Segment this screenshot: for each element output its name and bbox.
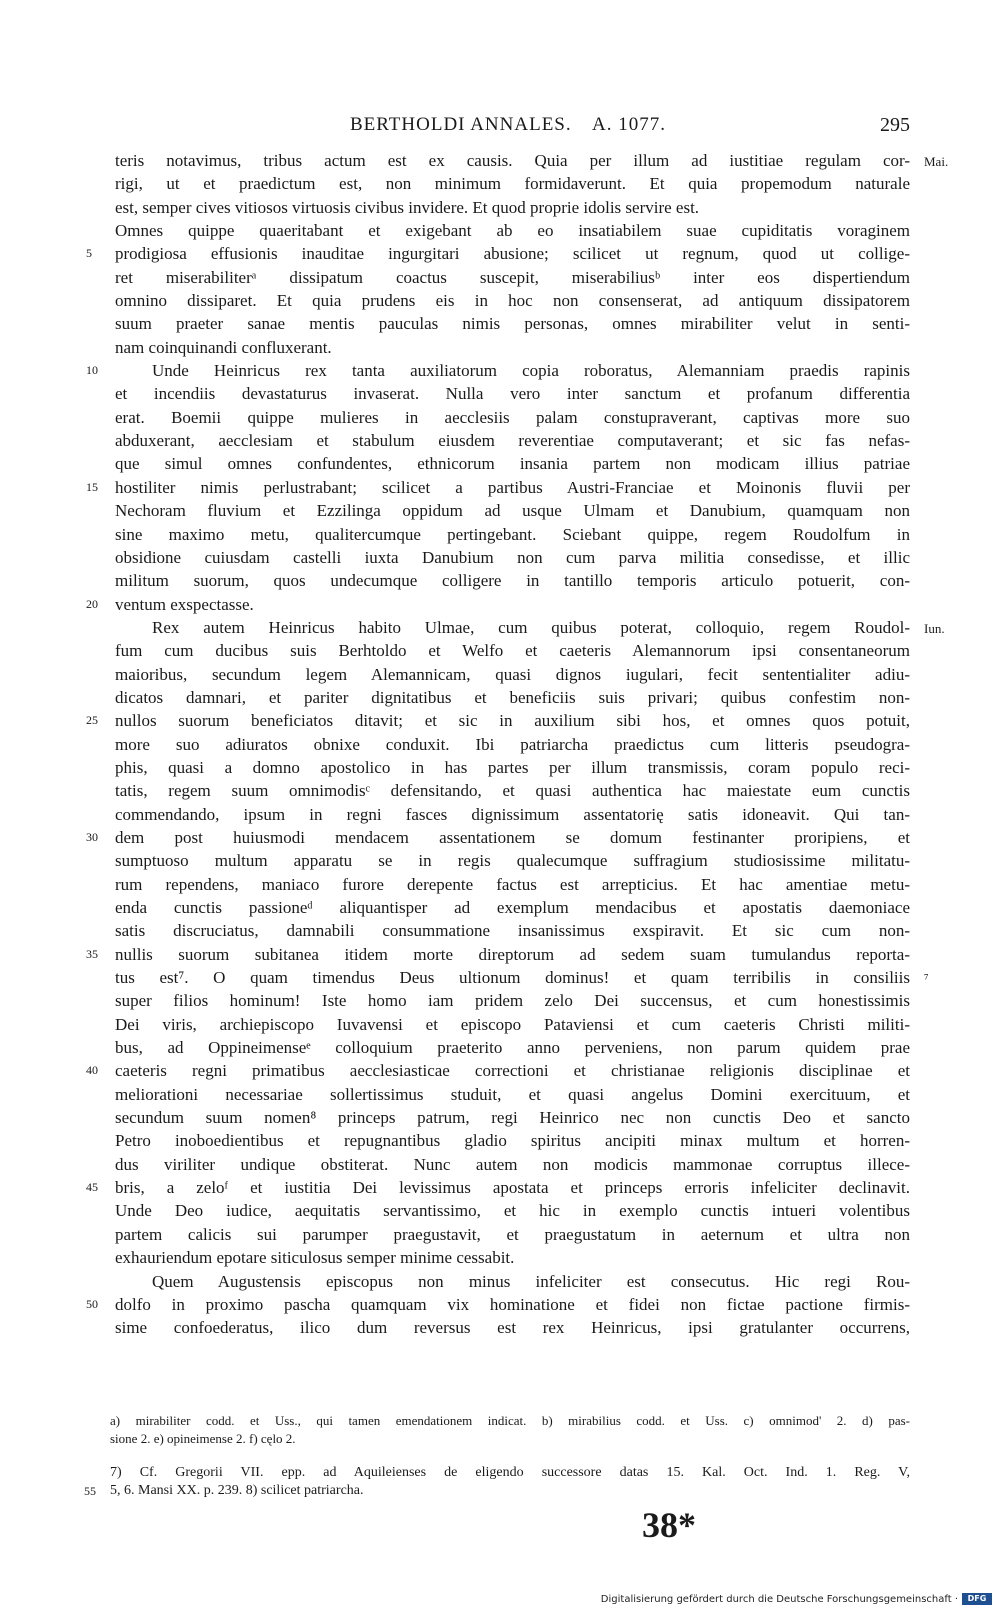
line-text: teris notavimus, tribus actum est ex causis. Quia per illum ad iustitiae regulam cor- — [115, 151, 910, 170]
text-line — [0, 734, 1000, 757]
text-line — [0, 173, 1000, 196]
text-line — [0, 1154, 1000, 1177]
text-line — [0, 967, 1000, 990]
text-line — [0, 594, 1000, 617]
line-text: et incendiis devastaturus invaserat. Nulla vero inter sanctum et profanum differentia — [115, 384, 910, 404]
line-number: 25 — [86, 713, 98, 728]
line-text: caeteris regni primatibus aecclesiasticae correctioni et christianae religionis disciplinae et — [115, 1061, 910, 1081]
margin-note: ⁷ — [924, 971, 929, 987]
critical-apparatus — [110, 1412, 910, 1448]
line-number: 45 — [86, 1180, 98, 1195]
text-line — [0, 500, 1000, 523]
line-text: omnino dissiparet. Et quia prudens eis in hoc non consenserat, ad antiquum dissipatorem — [115, 291, 910, 311]
text-line — [0, 220, 1000, 243]
line-text: bus, ad Oppineimenseᵉ colloquium praeterito anno perveniens, non parum quidem prae — [115, 1038, 910, 1058]
line-text: bris, a zeloᶠ et iustitia Dei levissimus apostata et princeps erroris infeliciter declinavit. — [115, 1178, 910, 1198]
line-text: que simul omnes confundentes, ethnicorum insania partem non modicam illius patriae — [115, 454, 910, 474]
line-text: Quem Augustensis episcopus non minus infeliciter est consecutus. Hic regi Rou- — [152, 1271, 910, 1291]
main-text — [0, 150, 1000, 1341]
text-line — [0, 197, 1000, 220]
footnote-line — [110, 1430, 910, 1448]
line-text: Unde Heinricus rex tanta auxiliatorum copia roboratus, Alemanniam praedis rapinis — [152, 361, 910, 381]
running-title: BERTHOLDI ANNALES. — [350, 114, 572, 135]
line-text: hostiliter nimis perlustrabant; scilicet a partibus Austri-Franciae et Moinonis fluvii per — [115, 477, 910, 497]
line-number: 20 — [86, 596, 98, 611]
margin-note: Mai. — [924, 154, 949, 169]
text-line — [0, 1130, 1000, 1153]
line-text: tatis, regem suum omnimodisᶜ defensitando, et quasi authentica hac maiestate eum cunctis — [115, 781, 910, 801]
text-line — [0, 804, 1000, 827]
footnote-line — [110, 1412, 910, 1430]
line-text: obsidione cuiusdam castelli iuxta Danubium non cum parva militia consedisse, et illic — [115, 547, 910, 567]
text-line — [0, 897, 1000, 920]
text-line — [0, 617, 1000, 640]
text-line — [0, 524, 1000, 547]
text-line — [0, 360, 1000, 383]
line-text: satis discruciatus, damnabili consummatione insanissimus exspiravit. Et sic cum non- — [115, 921, 910, 941]
line-text: Petro inoboedientibus et repugnantibus gladio spiritus ancipiti minax multum et horren- — [115, 1131, 910, 1151]
line-text: maioribus, secundum legem Alemannicam, quasi dignos iugulari, fecit sententialiter adiu- — [115, 664, 910, 684]
text-line — [0, 1317, 1000, 1340]
text-line — [0, 827, 1000, 850]
text-line — [0, 1084, 1000, 1107]
text-line — [0, 313, 1000, 336]
text-line — [0, 1107, 1000, 1130]
line-number: 30 — [86, 829, 98, 844]
text-line — [0, 150, 1000, 173]
line-text: suum praeter sanae mentis pauculas nimis personas, omnes mirabiliter velut in senti- — [115, 314, 910, 334]
line-text: Omnes quippe quaeritabant et exigebant ab eo insatiabilem suae cupiditatis voraginem — [115, 221, 910, 241]
line-text: sumptuoso multum apparatu se in regis qualecumque suffragium studiosissime militatu- — [115, 851, 910, 871]
text-line — [0, 1294, 1000, 1317]
text-line — [0, 1200, 1000, 1223]
line-text: more suo adiuratos obnixe conduxit. Ibi patriarcha praedictus cum litteris pseudogra- — [115, 734, 910, 754]
line-text: rum rependens, maniaco furore derepente factus est arrepticius. Et hac amentiae metu- — [115, 874, 910, 894]
footnote-text: 7) Cf. Gregorii VII. epp. ad Aquileienses de eligendo successore datas 15. Kal. Oct. Ind. 1. Reg. V, — [110, 1465, 910, 1480]
text-line — [0, 687, 1000, 710]
text-line — [0, 453, 1000, 476]
text-line — [0, 337, 1000, 360]
margin-note: Iun. — [924, 620, 945, 636]
line-text: sine maximo metu, qualitercumque pertingebant. Sciebant quippe, regem Roudolfum in — [115, 524, 910, 544]
line-text: tus est⁷. O quam timendus Deus ultionum dominus! et quam terribilis in consiliis — [115, 968, 910, 988]
text-line — [0, 1247, 1000, 1270]
line-text: phis, quasi a domno apostolico in has partes per illum transmissis, coram populo reci- — [115, 757, 910, 777]
line-text: enda cunctis passioneᵈ aliquantisper ad exemplum mendacibus et apostatis daemoniace — [115, 898, 910, 917]
text-line — [0, 990, 1000, 1013]
line-text: sime confoederatus, ilico dum reversus est rex Heinricus, ipsi gratulanter occurrens, — [115, 1318, 910, 1338]
text-line — [0, 1177, 1000, 1200]
line-text: dolfo in proximo pascha quamquam vix hominatione et fidei non fictae pactione firmis- — [115, 1294, 910, 1314]
line-number: 35 — [86, 946, 98, 961]
text-line — [0, 243, 1000, 266]
line-text: exhauriendum epotare siticulosus semper minime cessabit. — [115, 1248, 515, 1268]
line-text: dicatos damnari, et pariter dignitatibus et beneficiis suis privari; quibus confestim non- — [115, 687, 910, 707]
line-text: Rex autem Heinricus habito Ulmae, cum quibus poterat, colloquio, regem Roudol- — [152, 617, 910, 637]
line-number: 50 — [86, 1296, 98, 1311]
text-line — [0, 944, 1000, 967]
text-line — [0, 710, 1000, 733]
text-line — [0, 1271, 1000, 1294]
line-text: partem calicis sui parumper praegustavit, et praegustatum in aeternum et ultra non — [115, 1224, 910, 1244]
line-text: erat. Boemii quippe mulieres in aecclesiis palam constupraverant, captivas more suo — [115, 407, 910, 427]
digitization-note: Digitalisierung gefördert durch die Deutsche Forschungsgemeinschaft · — [600, 1593, 958, 1605]
footnote-text: 5, 6. Mansi XX. p. 239. 8) scilicet patriarcha. — [110, 1483, 364, 1498]
line-text: abduxerant, aecclesiam et stabulum eiusdem reverentiae computaverant; et sic fas nefas- — [115, 431, 910, 451]
line-number: 10 — [86, 363, 98, 378]
text-line — [0, 267, 1000, 290]
line-text: nullis suorum subitanea itidem morte direptorum ad sedem suam tumulandus reporta- — [115, 944, 910, 964]
signature-mark: 38* — [642, 1505, 696, 1545]
dfg-logo-icon: DFG — [962, 1593, 992, 1605]
commentary-footnotes — [84, 1464, 910, 1500]
line-text: Unde Deo iudice, aequitatis servantissimo, et hic in exemplo cunctis intueri volentibus — [115, 1201, 910, 1221]
digitization-credit — [601, 1591, 992, 1607]
line-text: fum cum ducibus suis Berhtoldo et Welfo et caeteris Alemannorum ipsi consentaneorum — [115, 641, 910, 661]
line-text: Dei viris, archiepiscopo Iuvavensi et episcopo Pataviensi et cum caeteris Christi militi- — [115, 1014, 910, 1034]
line-text: commendando, ipsum in regni fasces dignissimum assentatorię satis idoneavit. Qui tan- — [115, 804, 910, 824]
text-line — [0, 874, 1000, 897]
line-text: militum suorum, quos undecumque colligere in tantillo temporis articulo potuerit, con- — [115, 571, 910, 591]
text-line — [0, 1060, 1000, 1083]
line-text: nullos suorum beneficiatos ditavit; et sic in auxilium sibi hos, et omnes quos potuit, — [115, 711, 910, 731]
line-text: dus viriliter undique obstiterat. Nunc autem non modicis mammonae corruptus illece- — [115, 1154, 910, 1174]
footnote-text: a) mirabiliter codd. et Uss., qui tamen emendationem indicat. b) mirabilius codd. et Uss. c) omnimod' 2. d) pas- — [110, 1413, 910, 1428]
line-text: ventum exspectasse. — [115, 594, 254, 614]
text-line — [0, 780, 1000, 803]
text-line — [0, 640, 1000, 663]
text-line — [0, 477, 1000, 500]
text-line — [0, 290, 1000, 313]
text-line — [0, 1224, 1000, 1247]
line-text: prodigiosa effusionis inauditae ingurgitari abusione; scilicet ut regnum, quod ut collige- — [115, 244, 910, 264]
line-text: meliorationi necessariae sollertissimus studuit, et quasi angelus Domini exercituum, et — [115, 1084, 910, 1104]
line-text: Nechoram fluvium et Ezzilinga oppidum ad usque Ulmam et Danubium, quamquam non — [115, 501, 910, 521]
footnote-line — [84, 1482, 910, 1500]
line-text: dem post huiusmodi mendacem assentationem se domum festinanter proripiens, et — [115, 827, 910, 847]
text-line — [0, 407, 1000, 430]
text-line — [0, 570, 1000, 593]
text-line — [0, 757, 1000, 780]
line-text: nam coinquinandi confluxerant. — [115, 337, 332, 357]
line-number: 40 — [86, 1063, 98, 1078]
line-number: 5 — [86, 246, 92, 261]
line-text: super filios hominum! Iste homo iam pridem zelo Dei succensus, et cum honestissimis — [115, 991, 910, 1011]
line-text: rigi, ut et praedictum est, non minimum formidaverunt. Et quia propemodum naturale — [115, 174, 910, 194]
year-heading: A. 1077. — [592, 114, 666, 135]
text-line — [0, 920, 1000, 943]
text-line — [0, 1037, 1000, 1060]
text-line — [0, 383, 1000, 406]
text-line — [0, 547, 1000, 570]
page-number: 295 — [880, 114, 910, 136]
footnote-line — [110, 1464, 910, 1482]
footnote-text: sione 2. e) opineimense 2. f) cęlo 2. — [110, 1431, 296, 1446]
line-text: ret miserabiliterᵃ dissipatum coactus suscepit, miserabiliusᵇ inter eos dispertiendum — [115, 267, 910, 287]
running-header — [110, 114, 910, 142]
text-line — [0, 1014, 1000, 1037]
text-line — [0, 664, 1000, 687]
line-text: est, semper cives vitiosos virtuosis civibus invidere. Et quod proprie idolis servire est. — [115, 197, 700, 217]
line-number: 55 — [84, 1484, 96, 1498]
line-text: secundum suum nomen⁸ princeps patrum, regi Heinrico nec non cunctis Deo et sancto — [115, 1108, 910, 1128]
text-line — [0, 430, 1000, 453]
text-line — [0, 850, 1000, 873]
line-number: 15 — [86, 479, 98, 494]
